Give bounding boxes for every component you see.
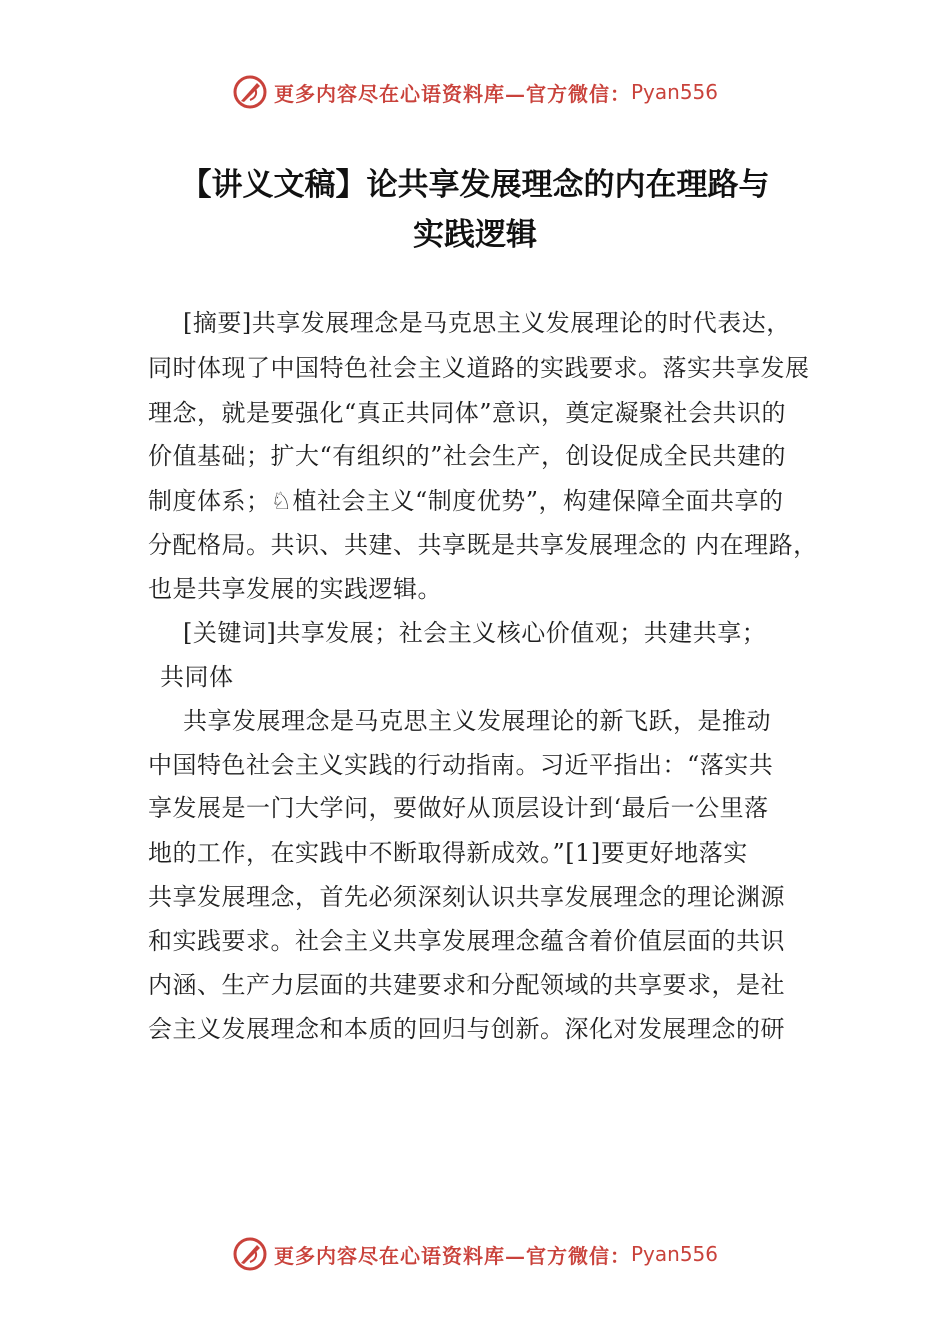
quill-pen-logo-icon: [232, 74, 268, 110]
body-line: 共享发展理念是马克思主义发展理论的新飞跃，是推动: [183, 707, 771, 735]
body-line: 地的工作，在实践中不断取得新成效。”[1]要更好地落实: [148, 839, 748, 867]
abstract-line: 也是共享发展的实践逻辑。: [148, 575, 442, 603]
body-line: 会主义发展理念和本质的回归与创新。深化对发展理念的研: [148, 1015, 785, 1043]
title-line-2: 实践逻辑: [413, 217, 537, 253]
keywords-line: [关键词]共享发展；社会主义核心价值观；共建共享；: [183, 619, 767, 647]
abstract-line: 同时体现了中国特色社会主义道路的实践要求。落实共享发展: [148, 354, 810, 382]
abstract-line: [摘要]共享发展理念是马克思主义发展理论的时代表达，: [183, 309, 791, 337]
abstract-line: 制度体系；♘植社会主义“制度优势”，构建保障全面共享的: [148, 487, 784, 515]
body-line: 享发展是一门大学问，要做好从顶层设计到‘最后一公里落: [148, 794, 769, 822]
body-line: 中国特色社会主义实践的行动指南。习近平指出：“落实共: [148, 751, 774, 779]
abstract-line: 分配格局。共识、共建、共享既是共享发展理念的 内在理路，: [148, 531, 818, 559]
banner-text: 更多内容尽在心语资料库—官方微信：: [273, 81, 631, 106]
header-banner: [0, 70, 950, 114]
banner-wechat-id: Pyan556: [630, 1242, 718, 1266]
abstract-line: 理念，就是要强化“真正共同体”意识，奠定凝聚社会共识的: [148, 399, 787, 427]
footer-banner: [0, 1232, 950, 1276]
banner-text: 更多内容尽在心语资料库—官方微信：: [273, 1243, 631, 1268]
keywords-line: 共同体: [160, 663, 234, 691]
body-line: 和实践要求。社会主义共享发展理念蕴含着价值层面的共识: [148, 927, 785, 955]
quill-pen-logo-icon: [232, 1236, 268, 1272]
title-line-1: 【讲义文稿】论共享发展理念的内在理路与: [180, 167, 770, 203]
abstract-line: 价值基础；扩大“有组织的”社会生产，创设促成全民共建的: [148, 442, 787, 470]
body-line: 内涵、生产力层面的共建要求和分配领域的共享要求，是社: [148, 971, 785, 999]
document-title: [0, 160, 950, 260]
body-line: 共享发展理念，首先必须深刻认识共享发展理念的理论渊源: [148, 883, 785, 911]
banner-wechat-id: Pyan556: [630, 80, 718, 104]
